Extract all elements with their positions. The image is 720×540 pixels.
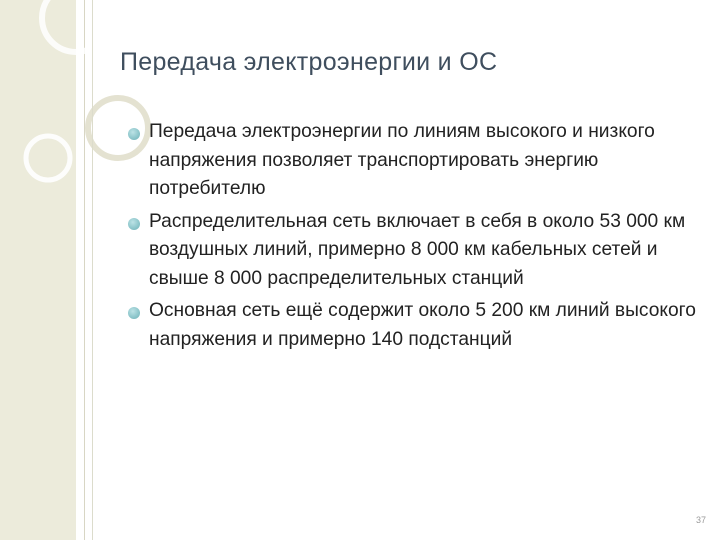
bullet-text: Распределительная сеть включает в себя в около 53 000 км воздушных линий, примерно 8 000 км кабельных сетей и свыше 8 000 распределительных станций <box>149 210 686 289</box>
bullet-item <box>128 297 703 354</box>
bullet-dot-icon <box>128 128 140 140</box>
bullet-text: Основная сеть ещё содержит около 5 200 км линий высокого напряжения и примерно 140 подстанций <box>149 300 696 350</box>
slide-title: Передача электроэнергии и ОС <box>120 48 498 76</box>
bullet-dot-icon <box>128 218 140 230</box>
bullet-item <box>128 118 703 204</box>
bullet-list <box>128 118 703 358</box>
bullet-text: Передача электроэнергии по линиям высокого и низкого напряжения позволяет транспортировать энергию потребителю <box>149 121 655 199</box>
bullet-dot-icon <box>128 307 140 319</box>
bullet-item <box>128 208 703 294</box>
page-number: 37 <box>695 515 706 525</box>
